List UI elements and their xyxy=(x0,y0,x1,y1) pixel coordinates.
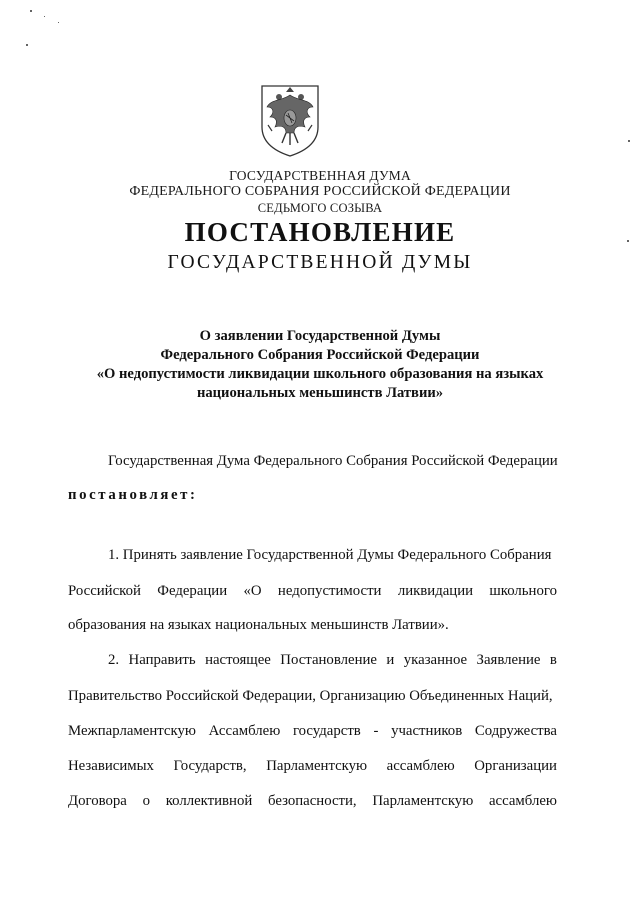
word: в xyxy=(549,652,557,668)
word: Договора xyxy=(68,793,127,809)
word: - xyxy=(373,723,379,739)
word: безопасности, xyxy=(267,793,357,809)
word: Межпарламентскую xyxy=(68,723,196,739)
word: участников xyxy=(391,723,463,739)
scan-speck xyxy=(30,10,32,12)
subject-line: О заявлении Государственной Думы xyxy=(199,328,441,344)
item2-line-1 xyxy=(108,652,557,669)
subject-line: национальных меньшинств Латвии» xyxy=(196,385,444,401)
preamble-verb: постановляет: xyxy=(68,487,198,503)
word: ликвидации xyxy=(397,583,474,599)
decree-subtitle: ГОСУДАРСТВЕННОЙ ДУМЫ xyxy=(167,252,473,273)
decree-title: ПОСТАНОВЛЕНИЕ xyxy=(184,217,456,247)
scan-speck xyxy=(44,16,45,17)
word: Федерации xyxy=(157,583,228,599)
word: Содружества xyxy=(474,723,557,739)
word: ассамблею xyxy=(488,793,557,809)
item2-line-5 xyxy=(68,793,557,810)
header-line-2: ФЕДЕРАЛЬНОГО СОБРАНИЯ РОССИЙСКОЙ ФЕДЕРАЦИИ xyxy=(129,184,511,199)
subject-line: «О недопустимости ликвидации школьного образования на языках xyxy=(96,366,544,382)
item2-line-2: Правительство Российской Федерации, Организацию Объединенных Наций, xyxy=(68,688,553,704)
word: Заявление xyxy=(476,652,541,668)
word: 2. xyxy=(108,652,120,668)
coat-of-arms-icon xyxy=(258,83,322,159)
item1-line-2 xyxy=(68,583,557,600)
item2-line-4 xyxy=(68,758,557,775)
word: и xyxy=(386,652,395,668)
word: школьного xyxy=(489,583,557,599)
word: Государств, xyxy=(173,758,247,774)
word: Парламентскую xyxy=(372,793,474,809)
header-line-1: ГОСУДАРСТВЕННАЯ ДУМА xyxy=(229,168,411,183)
scan-speck xyxy=(26,44,28,46)
word: коллективной xyxy=(165,793,253,809)
word: Ассамблею xyxy=(208,723,281,739)
word: Парламентскую xyxy=(266,758,368,774)
word: Независимых xyxy=(68,758,154,774)
word: Постановление xyxy=(280,652,377,668)
word: ассамблею xyxy=(386,758,455,774)
header-line-3: СЕДЬМОГО СОЗЫВА xyxy=(257,201,383,215)
subject-title xyxy=(70,327,570,403)
word: недопустимости xyxy=(277,583,382,599)
preamble-text: Государственная Дума Федерального Собрания Российской Федерации xyxy=(108,453,558,469)
word: указанное xyxy=(403,652,468,668)
item1-line-1: 1. Принять заявление Государственной Думы Федерального Собрания xyxy=(108,547,552,563)
word: Российской xyxy=(68,583,141,599)
word: Организации xyxy=(474,758,557,774)
word: настоящее xyxy=(205,652,271,668)
scan-speck xyxy=(58,22,59,23)
item2-line-3 xyxy=(68,723,557,740)
word: «О xyxy=(243,583,262,599)
word: государств xyxy=(292,723,361,739)
subject-line: Федерального Собрания Российской Федерации xyxy=(160,347,480,363)
word: Направить xyxy=(128,652,196,668)
word: о xyxy=(142,793,150,809)
scan-speck xyxy=(628,140,630,142)
item1-line-3: образования на языках национальных меньшинств Латвии». xyxy=(68,617,449,633)
